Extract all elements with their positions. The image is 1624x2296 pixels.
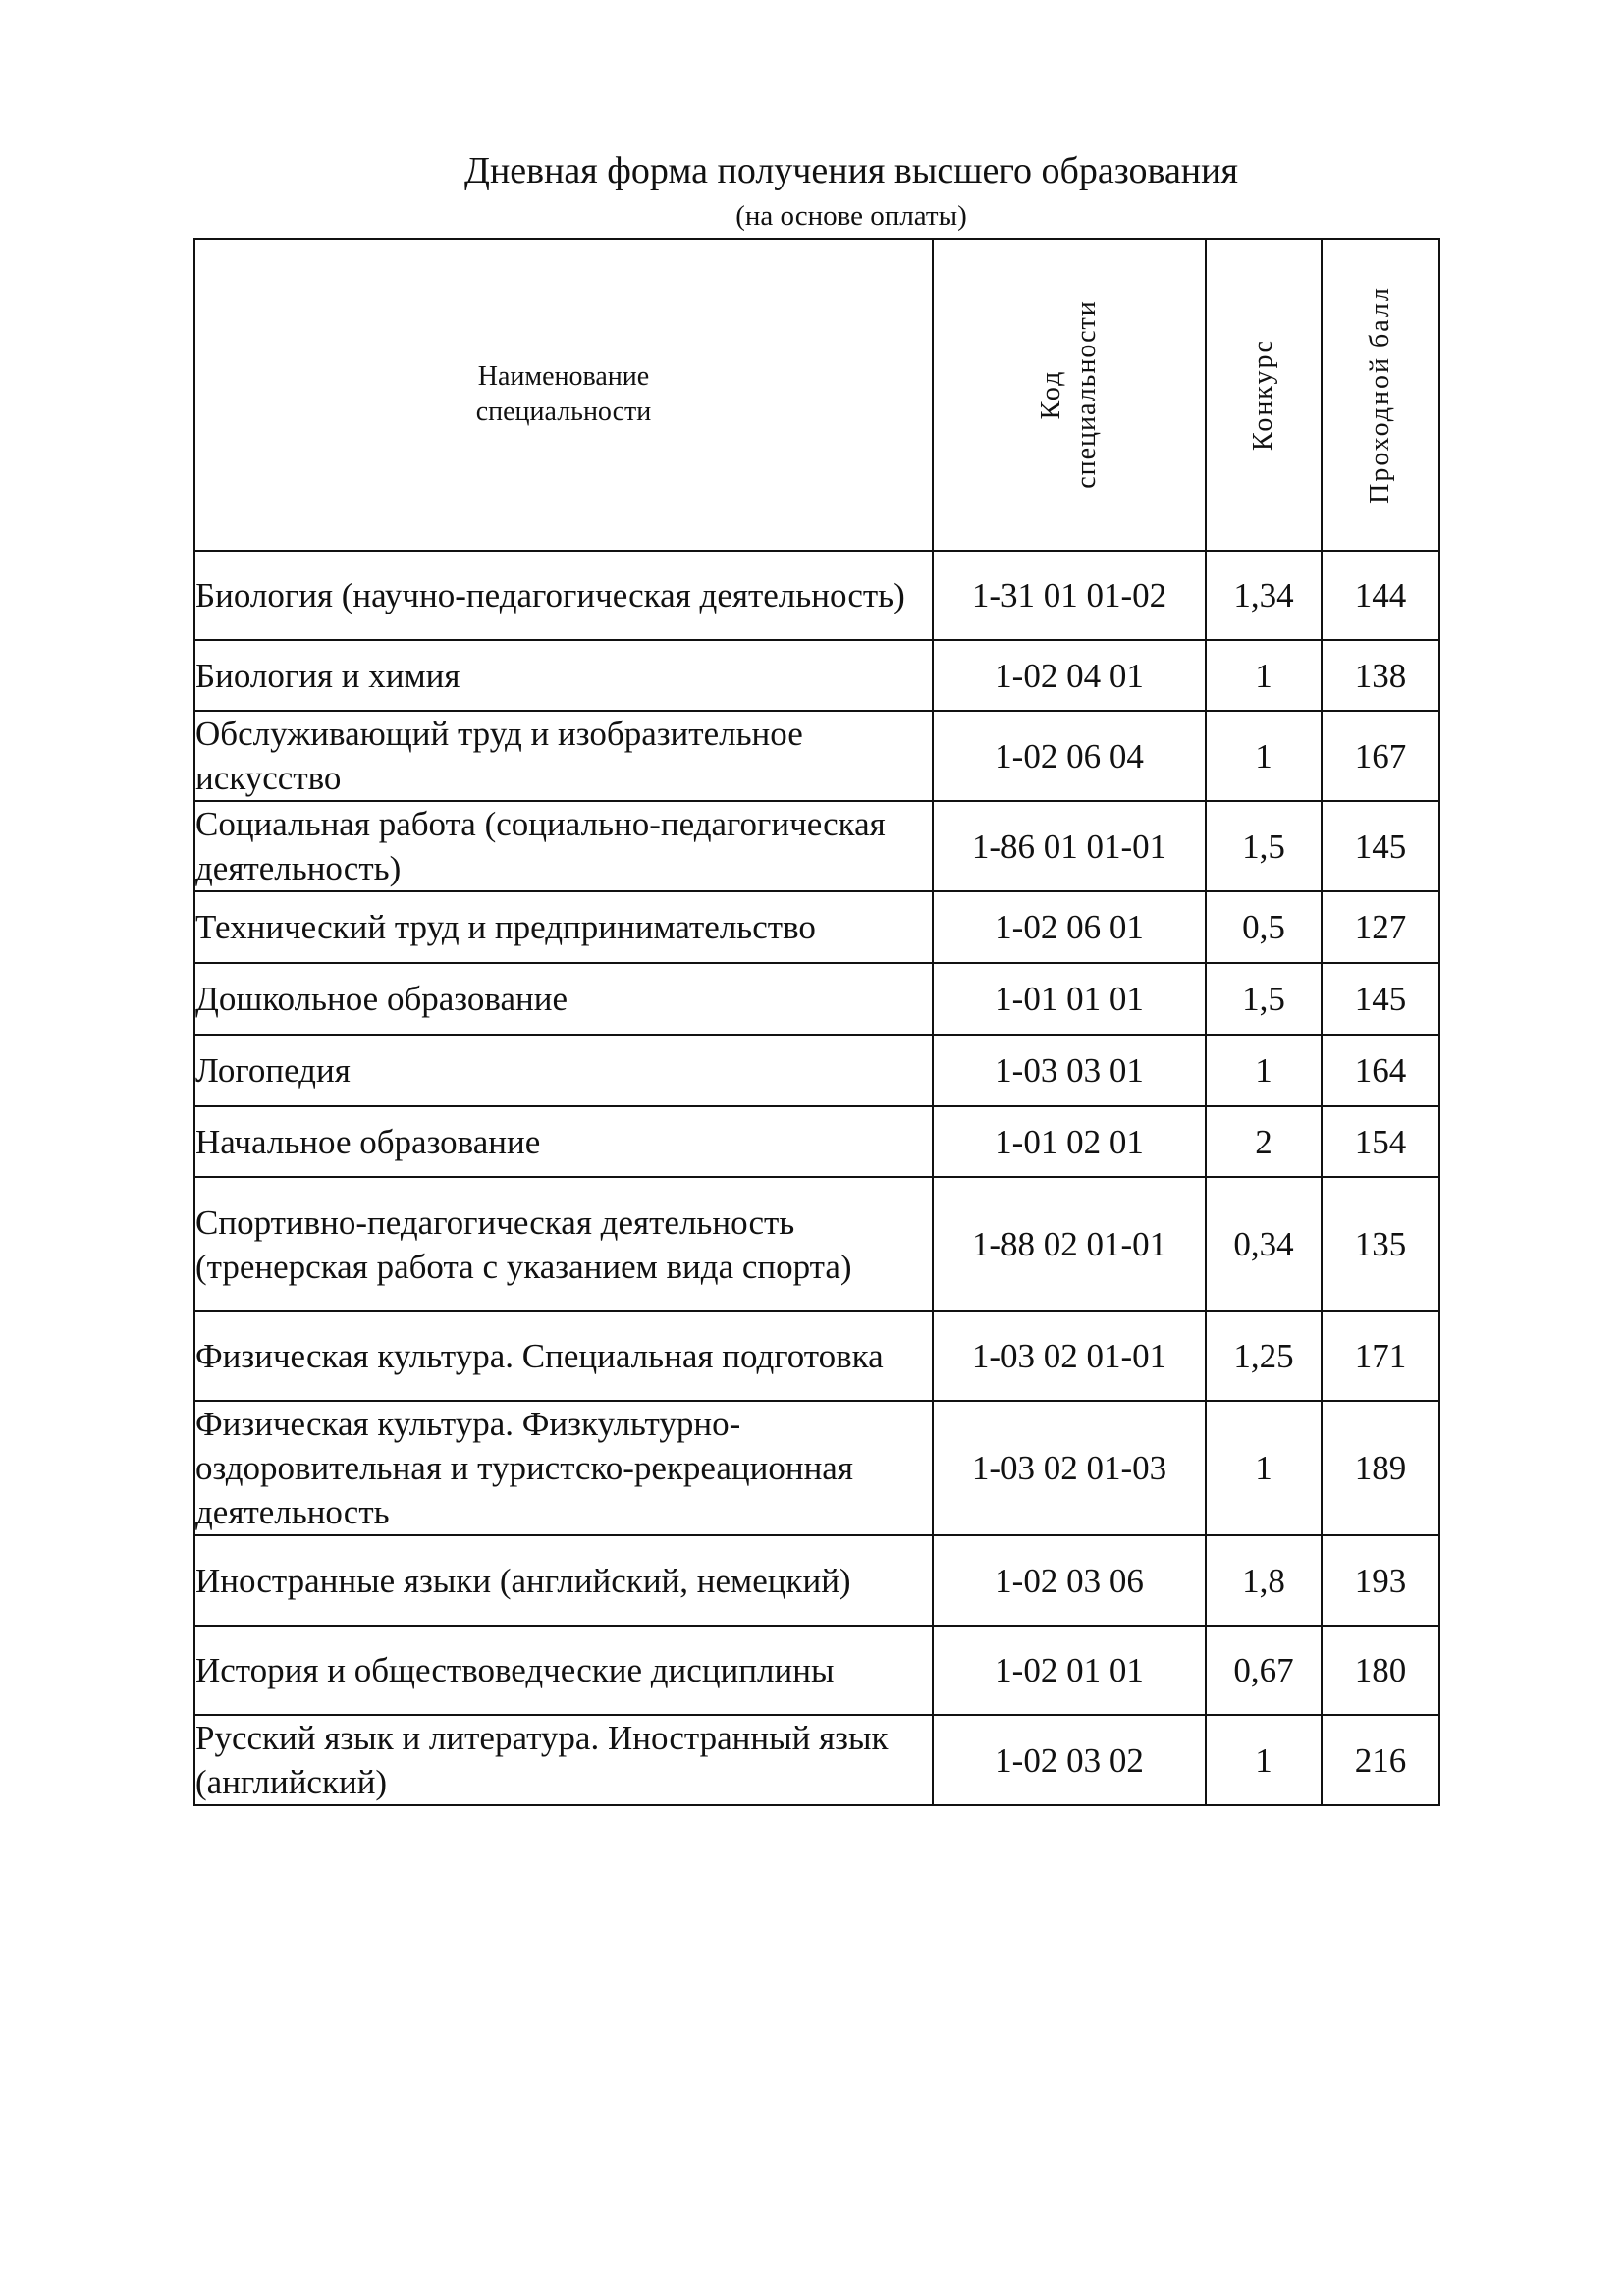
specialty-name: Русский язык и литература. Иностранный язык (английский): [194, 1715, 933, 1805]
specialty-code: 1-01 01 01: [933, 963, 1206, 1035]
passing-score-value: 216: [1322, 1715, 1439, 1805]
specialty-code: 1-02 04 01: [933, 640, 1206, 711]
table-row: [194, 1535, 1439, 1626]
specialty-name: Социальная работа (социально-педагогическая деятельность): [194, 801, 933, 891]
passing-score-value: 154: [1322, 1106, 1439, 1177]
competition-value: 1: [1206, 711, 1322, 801]
specialty-code: 1-02 06 04: [933, 711, 1206, 801]
table-row: [194, 963, 1439, 1035]
specialty-code: 1-31 01 01-02: [933, 551, 1206, 640]
competition-value: 1,8: [1206, 1535, 1322, 1626]
page-title: Дневная форма получения высшего образования: [464, 150, 1238, 191]
competition-value: 1: [1206, 1401, 1322, 1535]
specialty-code: 1-03 03 01: [933, 1035, 1206, 1106]
header-specialty-code-label: [1034, 300, 1105, 489]
table-row: [194, 1401, 1439, 1535]
specialty-code: 1-86 01 01-01: [933, 801, 1206, 891]
passing-score-value: 145: [1322, 963, 1439, 1035]
passing-score-value: 180: [1322, 1626, 1439, 1715]
table-row: [194, 891, 1439, 963]
header-code-line2: специальности: [1071, 300, 1102, 489]
competition-value: 1,5: [1206, 963, 1322, 1035]
table-row: [194, 1035, 1439, 1106]
specialty-name: Физическая культура. Специальная подготовка: [194, 1311, 933, 1401]
table-header-row: [194, 239, 1439, 551]
specialty-name: Начальное образование: [194, 1106, 933, 1177]
competition-value: 1,5: [1206, 801, 1322, 891]
specialty-name: Обслуживающий труд и изобразительное искусство: [194, 711, 933, 801]
passing-score-value: 138: [1322, 640, 1439, 711]
table-row: [194, 1311, 1439, 1401]
table-row: [194, 640, 1439, 711]
specialty-code: 1-03 02 01-01: [933, 1311, 1206, 1401]
competition-value: 1,25: [1206, 1311, 1322, 1401]
specialty-name: Дошкольное образование: [194, 963, 933, 1035]
admissions-table: [193, 238, 1440, 1806]
specialty-name: Логопедия: [194, 1035, 933, 1106]
specialty-code: 1-03 02 01-03: [933, 1401, 1206, 1535]
specialty-code: 1-02 03 06: [933, 1535, 1206, 1626]
competition-value: 1: [1206, 1035, 1322, 1106]
header-passing-score-label: Проходной балл: [1365, 286, 1395, 504]
passing-score-value: 144: [1322, 551, 1439, 640]
specialty-name: Физическая культура. Физкультурно-оздоровительная и туристско-рекреационная деятельность: [194, 1401, 933, 1535]
passing-score-value: 164: [1322, 1035, 1439, 1106]
specialty-code: 1-02 01 01: [933, 1626, 1206, 1715]
header-competition: [1206, 239, 1322, 551]
header-specialty-name-label: Наименование специальности: [475, 361, 652, 427]
header-specialty-code: [933, 239, 1206, 551]
competition-value: 0,5: [1206, 891, 1322, 963]
passing-score-value: 193: [1322, 1535, 1439, 1626]
specialty-code: 1-01 02 01: [933, 1106, 1206, 1177]
competition-value: 0,67: [1206, 1626, 1322, 1715]
competition-value: 0,34: [1206, 1177, 1322, 1311]
competition-value: 1,34: [1206, 551, 1322, 640]
table-row: [194, 1106, 1439, 1177]
specialty-name: Биология и химия: [194, 640, 933, 711]
header-code-line1: Код: [1036, 369, 1066, 420]
specialty-code: 1-02 06 01: [933, 891, 1206, 963]
competition-value: 2: [1206, 1106, 1322, 1177]
specialty-code: 1-02 03 02: [933, 1715, 1206, 1805]
table-row: [194, 801, 1439, 891]
header-specialty-name: [194, 239, 933, 551]
table-row: [194, 1715, 1439, 1805]
specialty-name: История и обществоведческие дисциплины: [194, 1626, 933, 1715]
passing-score-value: 145: [1322, 801, 1439, 891]
table-row: [194, 551, 1439, 640]
specialty-name: Спортивно-педагогическая деятельность (тренерская работа с указанием вида спорта): [194, 1177, 933, 1311]
passing-score-value: 171: [1322, 1311, 1439, 1401]
competition-value: 1: [1206, 640, 1322, 711]
passing-score-value: 127: [1322, 891, 1439, 963]
page-subtitle: (на основе оплаты): [735, 200, 967, 232]
specialty-name: Технический труд и предпринимательство: [194, 891, 933, 963]
header-competition-label: Конкурс: [1248, 339, 1278, 451]
passing-score-value: 189: [1322, 1401, 1439, 1535]
passing-score-value: 135: [1322, 1177, 1439, 1311]
specialty-name: Иностранные языки (английский, немецкий): [194, 1535, 933, 1626]
competition-value: 1: [1206, 1715, 1322, 1805]
header-passing-score: [1322, 239, 1439, 551]
table-row: [194, 1626, 1439, 1715]
specialty-code: 1-88 02 01-01: [933, 1177, 1206, 1311]
table-row: [194, 1177, 1439, 1311]
passing-score-value: 167: [1322, 711, 1439, 801]
table-row: [194, 711, 1439, 801]
specialty-name: Биология (научно-педагогическая деятельность): [194, 551, 933, 640]
